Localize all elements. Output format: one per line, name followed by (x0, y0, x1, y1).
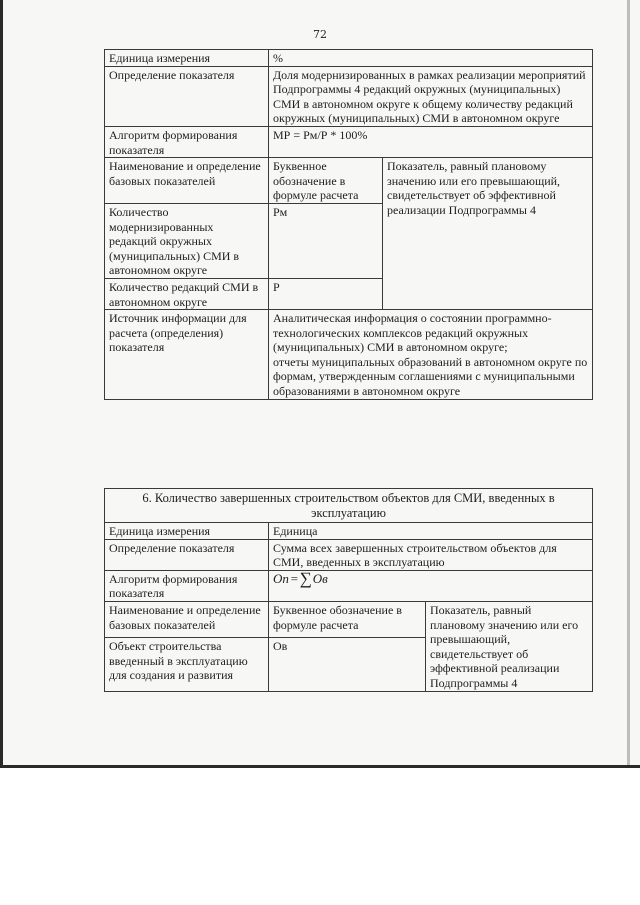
unit-value: Единица (269, 523, 593, 540)
page-number: 72 (313, 28, 327, 41)
letter-designation-label: Буквенное обозначение в формуле расчета (269, 601, 426, 637)
definition-value: Сумма всех завершенных строительством объектов для СМИ, введенных в эксплуатацию (269, 539, 593, 570)
indicator-6-table (104, 488, 593, 692)
letter-designation-label: Буквенное обозначение в формуле расчета (269, 158, 383, 204)
table-row (105, 50, 593, 67)
source-value (269, 310, 593, 400)
formula-rhs: Ов (312, 570, 328, 586)
base-indicator-symbol: Р (269, 278, 383, 309)
table-row (105, 523, 593, 540)
base-indicators-label: Наименование и определение базовых показателей (105, 601, 269, 637)
table-row (105, 489, 593, 523)
table-row (105, 310, 593, 400)
efficiency-remark: Показатель, равный плановому значению или его превышающий, свидетельствует об эффективной реализации Подпрограммы 4 (383, 158, 593, 310)
base-indicator-name: Объект строительства введенный в эксплуатацию для создания и развития (105, 638, 269, 691)
definition-value: Доля модернизированных в рамках реализации мероприятий Подпрограммы 4 редакций окружных (муниципальных) СМИ в автономном округе к общему количеству редакций окружных (муниципальных) СМИ в автономном округе (269, 66, 593, 126)
unit-label: Единица измерения (105, 523, 269, 540)
base-indicator-name: Количество редакций СМИ в автономном округе (105, 278, 269, 309)
efficiency-remark: Показатель, равный плановому значению или его превышающий, свидетельствует об эффективной реализации Подпрограммы 4 (426, 601, 593, 691)
table-row (105, 158, 593, 204)
source-label: Источник информации для расчета (определения) показателя (105, 310, 269, 400)
base-indicator-name: Количество модернизированных редакций окружных (муниципальных) СМИ в автономном округе (105, 203, 269, 278)
indicator-passport-table (104, 49, 593, 400)
scan-edge-right (627, 0, 630, 768)
table-row (105, 126, 593, 157)
table-row (105, 539, 593, 570)
source-paragraph: отчеты муниципальных образований в автономном округе по формам, утвержденным соглашениями с муниципальными образованиями в автономном округе (273, 354, 588, 399)
definition-label: Определение показателя (105, 66, 269, 126)
summation-sign: ∑ (299, 569, 312, 589)
unit-label: Единица измерения (105, 50, 269, 67)
algorithm-label: Алгоритм формирования показателя (105, 126, 269, 157)
base-indicators-label: Наименование и определение базовых показателей (105, 158, 269, 204)
unit-value: % (269, 50, 593, 67)
table-row (105, 66, 593, 126)
table-row (105, 601, 593, 637)
indicator-title: 6. Количество завершенных строительством объектов для СМИ, введенных в эксплуатацию (105, 489, 593, 523)
formula-equals: = (289, 570, 299, 586)
formula-lhs: Оп (273, 570, 289, 586)
base-indicator-symbol: Ов (269, 638, 426, 691)
base-indicator-symbol: Рм (269, 203, 383, 278)
definition-label: Определение показателя (105, 539, 269, 570)
algorithm-formula (269, 570, 593, 601)
algorithm-label: Алгоритм формирования показателя (105, 570, 269, 601)
source-paragraph: Аналитическая информация о состоянии программно-технологических комплексов редакций окружных (муниципальных) СМИ в автономном округе; (273, 311, 552, 355)
table-row (105, 570, 593, 601)
scan-edge-left (0, 0, 3, 768)
algorithm-value: МР = Рм/Р * 100% (269, 126, 593, 157)
formula (273, 569, 328, 589)
scan-edge-bottom (0, 765, 640, 768)
